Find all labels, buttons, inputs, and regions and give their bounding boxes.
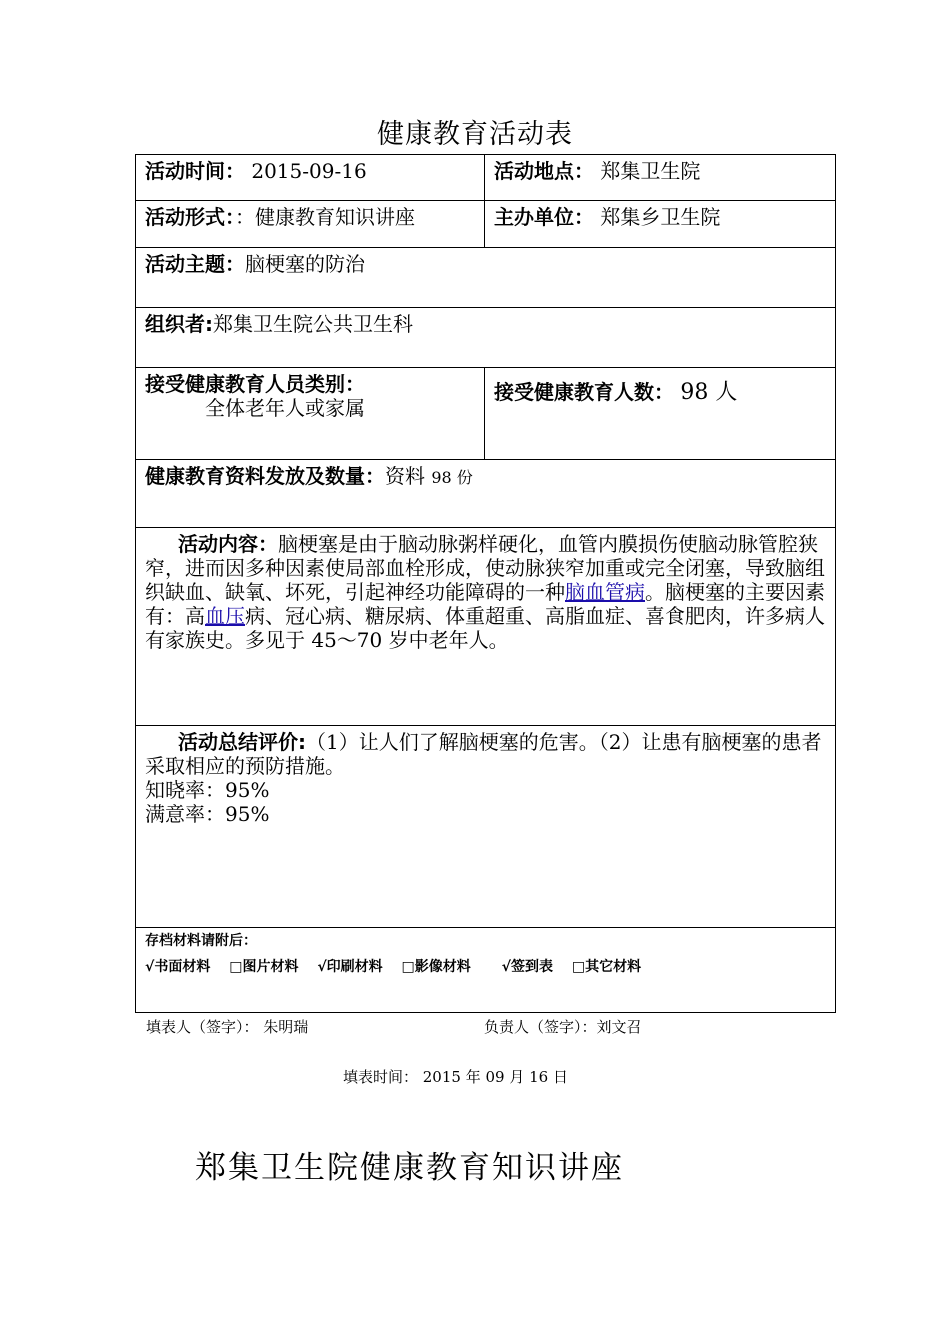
content-label: 活动内容： <box>178 532 278 556</box>
audience-type-value: 全体老年人或家属 <box>205 396 365 420</box>
organizer-label: 组织者: <box>145 312 213 336</box>
content-text-2: 。脑梗塞的主要因素有：高 <box>145 580 825 628</box>
archive-label: 存档材料请附后： <box>145 933 257 949</box>
host-value: 郑集乡卫生院 <box>600 205 721 229</box>
row-organizer <box>136 308 836 368</box>
summary-paragraph <box>145 730 826 778</box>
activity-form-table <box>135 154 836 1013</box>
awareness-rate: 知晓率：95% <box>145 778 270 802</box>
audience-type-label: 接受健康教育人员类别： <box>145 372 365 396</box>
cell-theme <box>136 248 836 308</box>
materials-value-b: 98 份 <box>431 468 473 487</box>
responsible-signature: 负责人（签字）：刘文召 <box>484 1018 642 1036</box>
form-label: 活动形式： <box>145 205 235 229</box>
row-theme <box>136 248 836 308</box>
archive-items <box>145 957 826 977</box>
row-form-host <box>136 201 836 248</box>
cell-organizer <box>136 308 836 368</box>
place-value: 郑集卫生院 <box>600 159 701 183</box>
cell-time <box>136 155 485 201</box>
cell-archive <box>136 928 836 1013</box>
time-value: 2015-09-16 <box>251 159 367 183</box>
form-value: ：健康教育知识讲座 <box>235 205 415 229</box>
lecture-title: 郑集卫生院健康教育知识讲座 <box>195 1150 624 1186</box>
archive-item-pictures: □图片材料 <box>229 959 299 975</box>
archive-item-printed: √印刷材料 <box>317 959 383 975</box>
cell-summary <box>136 726 836 928</box>
materials-label: 健康教育资料发放及数量： <box>145 464 385 488</box>
row-archive <box>136 928 836 1013</box>
row-content <box>136 528 836 726</box>
archive-item-signin: √签到表 <box>501 959 553 975</box>
audience-count-value: 98 人 <box>680 380 738 405</box>
cell-host <box>485 201 836 248</box>
theme-value: 脑梗塞的防治 <box>245 252 365 276</box>
blood-pressure-link[interactable]: 血压 <box>205 604 245 628</box>
archive-item-other: □其它材料 <box>571 959 642 975</box>
place-label: 活动地点： <box>494 159 594 183</box>
row-audience <box>136 368 836 460</box>
filler-signature: 填表人（签字）： 朱明瑞 <box>146 1018 309 1036</box>
theme-label: 活动主题： <box>145 252 245 276</box>
page-title: 健康教育活动表 <box>377 119 573 150</box>
content-text-1: 脑梗塞是由于脑动脉粥样硬化，血管内膜损伤使脑动脉管腔狭窄，进而因多种因素使局部血栓形成，使动脉狭窄加重或完全闭塞，导致脑组织缺血、缺氧、坏死，引起神经功能障碍的一种 <box>145 532 825 604</box>
cell-form <box>136 201 485 248</box>
archive-item-written: √书面材料 <box>145 959 211 975</box>
audience-count-label: 接受健康教育人数： <box>494 380 674 404</box>
signature-line <box>146 1016 846 1037</box>
materials-value-a: 资料 <box>385 464 425 488</box>
cell-audience-count <box>485 368 836 460</box>
content-text-3: 病、冠心病、糖尿病、体重超重、高脂血症、喜食肥肉，许多病人有家族史。多见于 45～70 岁中老年人。 <box>145 604 825 652</box>
host-label: 主办单位： <box>494 205 594 229</box>
archive-item-video: □影像材料 <box>401 959 471 975</box>
satisfaction-rate: 满意率：95% <box>145 802 270 826</box>
fill-date: 填表时间： 2015 年 09 月 16 日 <box>343 1068 568 1086</box>
content-paragraph <box>145 532 826 652</box>
cell-audience-type <box>136 368 485 460</box>
row-summary <box>136 726 836 928</box>
row-materials <box>136 460 836 528</box>
row-time-place <box>136 155 836 201</box>
cell-place <box>485 155 836 201</box>
cell-content <box>136 528 836 726</box>
summary-text: （1）让人们了解脑梗塞的危害。（2）让患有脑梗塞的患者采取相应的预防措施。 <box>145 730 822 778</box>
cell-materials <box>136 460 836 528</box>
summary-label: 活动总结评价: <box>178 730 306 754</box>
cerebrovascular-link[interactable]: 脑血管病 <box>565 580 645 604</box>
time-label: 活动时间： <box>145 159 245 183</box>
organizer-value: 郑集卫生院公共卫生科 <box>213 312 413 336</box>
